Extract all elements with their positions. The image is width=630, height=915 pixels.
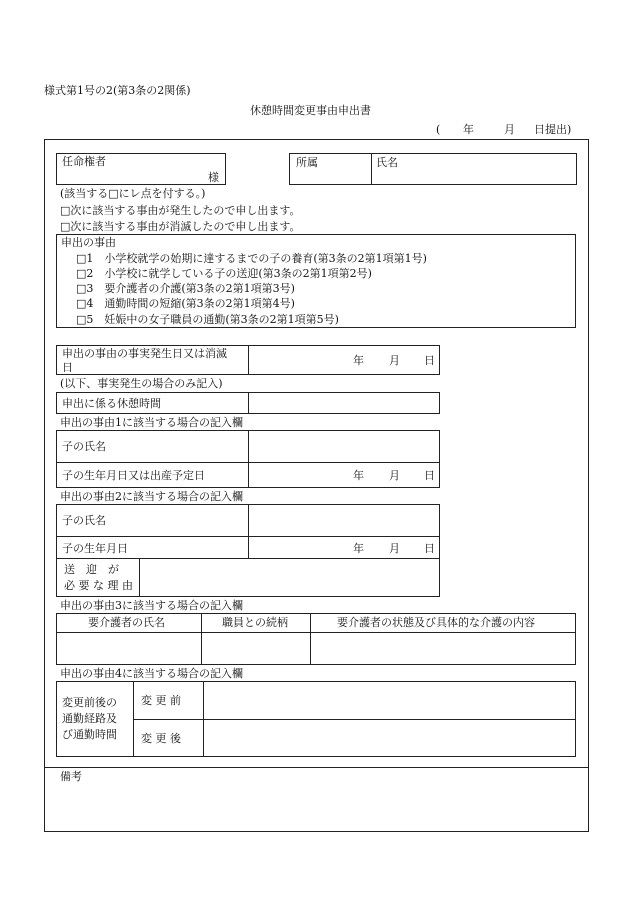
reason-item-2[interactable]: □2 小学校に就学している子の送迎(第3条の2第1項第2号): [76, 267, 372, 280]
reason-item-3[interactable]: □3 要介護者の介護(第3条の2第1項第3号): [76, 282, 295, 295]
reason1-year: 年: [353, 469, 364, 482]
date-year: 年: [463, 123, 474, 136]
reason3-col-carer-name: 要介護者の氏名: [88, 616, 165, 629]
option-occurred[interactable]: □次に該当する事由が発生したので申し出ます。: [60, 204, 301, 217]
reason3-carer-name-field[interactable]: [57, 633, 200, 664]
occurrence-note: (以下、事実発生の場合のみ記入): [60, 377, 223, 390]
reason2-birth-field[interactable]: [249, 537, 439, 558]
reason2-birth-label: 子の生年月日: [62, 542, 128, 555]
reason1-child-name-label: 子の氏名: [62, 440, 106, 453]
reason2-child-name-field[interactable]: [249, 505, 439, 535]
fact-date-year: 年: [353, 354, 364, 367]
reason2-month: 月: [389, 542, 400, 555]
page-title: 休憩時間変更事由申出書: [250, 104, 371, 117]
name-label: 氏名: [376, 156, 398, 169]
reason3-relation-field[interactable]: [202, 633, 309, 664]
fact-date-field[interactable]: [249, 346, 439, 374]
fact-date-label: 申出の事由の事実発生日又は消滅: [62, 347, 227, 360]
dept-label: 所属: [296, 156, 318, 169]
reason4-before-field[interactable]: [204, 682, 575, 718]
remarks-divider: [44, 767, 589, 768]
reason-item-5[interactable]: □5 妊娠中の女子職員の通勤(第3条の2第1項第5号): [76, 313, 339, 326]
recipient-label: 任命権者: [62, 155, 106, 168]
remarks-label: 備考: [60, 770, 82, 783]
recipient-honorific: 様: [208, 171, 219, 184]
fact-date-day: 日: [424, 354, 435, 367]
dept-field[interactable]: [290, 170, 370, 184]
reason4-after-label: 変 更 後: [141, 732, 181, 745]
reason2-day: 日: [424, 542, 435, 555]
reason4-after-field[interactable]: [204, 720, 575, 756]
reason3-heading: 申出の事由3に該当する場合の記入欄: [60, 599, 243, 612]
reason2-year: 年: [353, 542, 364, 555]
reason1-birth-label: 子の生年月日又は出産予定日: [62, 469, 205, 482]
reason-item-1[interactable]: □1 小学校就学の始期に達するまでの子の養育(第3条の2第1項第1号): [76, 252, 427, 265]
reason1-day: 日: [424, 469, 435, 482]
remarks-field[interactable]: [45, 785, 588, 831]
reason3-col-relation: 職員との続柄: [222, 616, 288, 629]
option-ended[interactable]: □次に該当する事由が消滅したので申し出ます。: [60, 220, 301, 233]
reason4-heading: 申出の事由4に該当する場合の記入欄: [60, 667, 243, 680]
reason2-child-name-label: 子の氏名: [62, 514, 106, 527]
date-day-submit: 日提出): [534, 123, 572, 136]
reason1-child-name-field[interactable]: [249, 431, 439, 461]
form-number: 様式第1号の2(第3条の2関係): [44, 84, 191, 97]
reason1-heading: 申出の事由1に該当する場合の記入欄: [60, 416, 243, 429]
pickup-reason-label-2: 必 要 な 理 由: [64, 579, 133, 592]
break-time-field[interactable]: [249, 393, 439, 413]
pickup-reason-label-1: 送 迎 が: [64, 563, 119, 576]
reason3-care-detail-field[interactable]: [311, 633, 575, 664]
break-time-label: 申出に係る休憩時間: [62, 397, 161, 410]
reason4-before-label: 変 更 前: [141, 694, 181, 707]
reason4-label-1: 変更前後の: [62, 696, 117, 709]
date-open-paren: (: [436, 123, 441, 136]
date-month: 月: [504, 123, 515, 136]
check-note: (該当する□にレ点を付する。): [60, 187, 206, 200]
pickup-reason-field[interactable]: [140, 559, 439, 596]
name-field[interactable]: [372, 170, 576, 184]
reason2-heading: 申出の事由2に該当する場合の記入欄: [60, 490, 243, 503]
reason4-label-2: 通勤経路及: [62, 712, 117, 725]
reason1-month: 月: [389, 469, 400, 482]
reasons-heading: 申出の事由: [61, 236, 116, 249]
reason-item-4[interactable]: □4 通勤時間の短縮(第3条の2第1項第4号): [76, 297, 295, 310]
reason4-label-3: び通勤時間: [62, 728, 117, 741]
reason1-birth-field[interactable]: [249, 463, 439, 487]
fact-date-label-2: 日: [62, 361, 73, 374]
reason3-col-care-detail: 要介護者の状態及び具体的な介護の内容: [337, 616, 535, 629]
fact-date-month: 月: [389, 354, 400, 367]
